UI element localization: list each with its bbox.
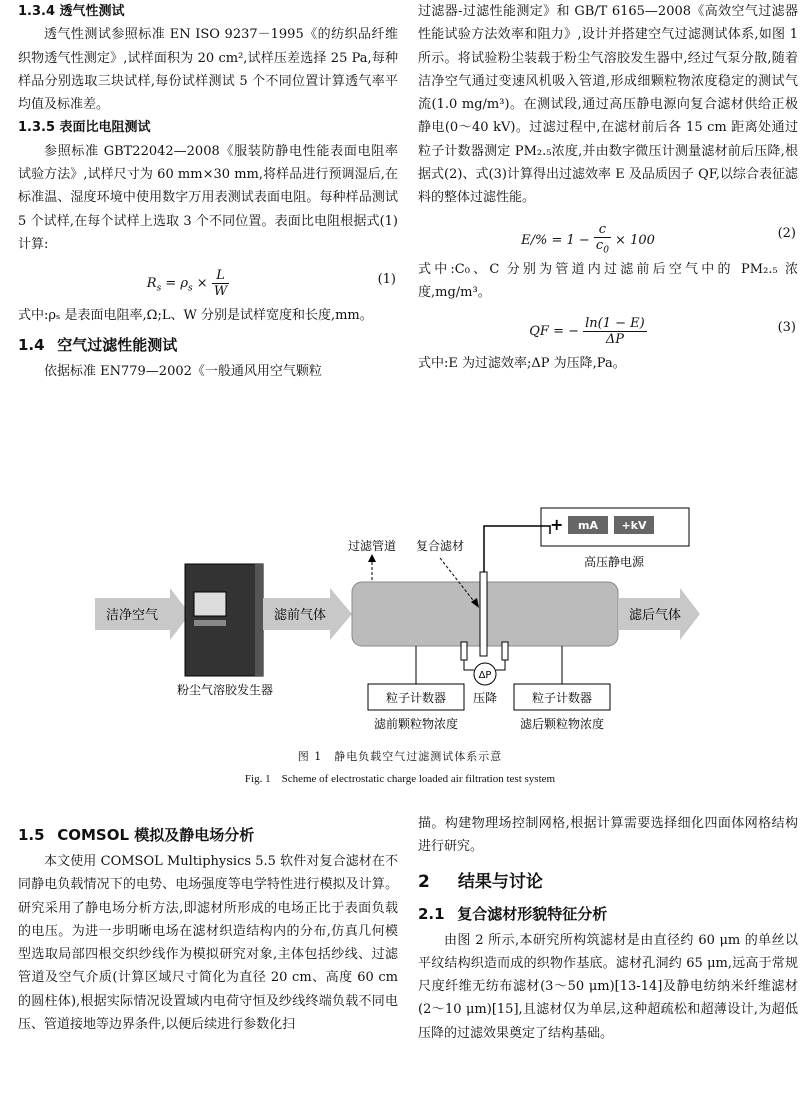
section-1-4-paragraph-start: 依据标准 EN779—2002《一般通风用空气颗粒 — [44, 363, 322, 379]
pre-concentration-label: 滤前颗粒物浓度 — [373, 717, 459, 731]
pre-gas-label: 滤前气体 — [273, 608, 327, 623]
delta-p-label: ΔP — [478, 670, 492, 681]
section-1-3-5-heading: 1.3.5 表面比电阻测试 — [18, 120, 151, 136]
ma-indicator: mA — [578, 519, 598, 532]
generator-label: 粉尘气溶胶发生器 — [176, 683, 274, 697]
section-1-5-paragraph: 本文使用 COMSOL Multiphysics 5.5 软件对复合滤材在不同静电负载情况下的电势、电场强度等电学特性进行模拟及计算。研究采用了静电场分析方法,即滤材所形成的电场正比于表面负载的电压。为进一步明晰电场在滤材织造结构内的分布,仿真几何模型选取局部四根交织纱线作为模拟研究对象,主体包括纱线、过滤管道及空气介质(计算区域尺寸简化为直径 20 cm、高度 60 cm 的圆柱体),根据实际情况设置域内电荷守恒及纱线终端负载不同电压、管道接地等边界条件,以便后续进行参数化扫 — [18, 854, 398, 1033]
hv-wire — [484, 526, 550, 572]
figure-caption-en: Fig. 1 Scheme of electrostatic charge loaded air filtration test system — [244, 773, 556, 785]
left-column-top — [18, 0, 398, 383]
post-gas-label: 滤后气体 — [628, 608, 682, 623]
right-column-top — [418, 0, 798, 376]
equation-2: E/% = 1 − $\frac{c}{c_0}$ × 100 (2) — [521, 221, 796, 256]
filter-label: 复合滤材 — [415, 539, 465, 553]
figure-1-diagram — [0, 492, 800, 792]
equation-3: QF = − $\frac{\ln(1 - E)}{\Delta P}$ (3) — [529, 316, 796, 348]
figure-1 — [0, 492, 800, 792]
section-1-5-heading: 1.5 COMSOL 模拟及静电场分析 — [18, 826, 255, 844]
section-1-5-paragraph-cont: 描。构建物理场控制网格,根据计算需要选择细化四面体网格结构进行研究。 — [418, 816, 798, 855]
hv-plus: + — [550, 515, 564, 534]
figure-caption-cn: 图 1 静电负载空气过滤测试体系示意 — [297, 750, 503, 763]
section-2-1-paragraph: 由图 2 所示,本研究所构筑滤材是由直径约 60 μm 的单丝以平纹结构织造而成的织物作基底。滤材孔洞约 65 μm,远高于常规尺度纤维无纺布滤材(3～50 μm)[13-14]及静电纺纳米纤维滤材(2～10 μm)[15],且滤材仅为单层,这种超疏松和超薄设计,为超低压降的过滤效果奠定了结构基础。 — [418, 932, 798, 1041]
composite-filter — [480, 572, 487, 656]
clean-air-label: 洁净空气 — [105, 608, 159, 623]
duct-label: 过滤管道 — [347, 539, 397, 553]
kv-indicator: +kV — [621, 519, 647, 532]
left-column-bottom — [18, 818, 398, 1036]
section-1-4-paragraph-cont: 过滤器-过滤性能测定》和 GB/T 6165—2008《高效空气过滤器性能试验方法效率和阻力》,设计并搭建空气过滤测试体系,如图 1 所示。将试验粉尘装载于粉尘气溶胶发生器中,经过气泵分散,随着洁净空气通过变速风机吸入管道,形成细颗粒物浓度稳定的测试气流(1.0 mg/m³)。在测试段,通过高压静电源向复合滤材供给正极静电(0～40 kV)。过滤过程中,在滤材前后各 15 cm 距离处通过粒子计数器测定 PM₂.₅浓度,并由数字微压计测量滤材前后压降,根据式(2)、式(3)计算得出过滤效率 E 及品质因子 QF,以综合表征滤料的整体过滤性能。 — [418, 4, 798, 206]
pre-counter-label: 粒子计数器 — [385, 691, 447, 705]
section-2-1-heading: 2.1 复合滤材形貌特征分析 — [418, 904, 608, 923]
equation-3-note: 式中:E 为过滤效率;ΔP 为压降,Pa。 — [418, 356, 626, 372]
right-column-bottom — [418, 812, 798, 1045]
section-1-3-4-heading: 1.3.4 透气性测试 — [18, 4, 125, 19]
hv-source-label: 高压静电源 — [583, 555, 645, 569]
pressure-drop-label: 压降 — [472, 691, 498, 705]
section-1-4-heading: 1.4 空气过滤性能测试 — [18, 335, 178, 354]
section-1-3-5-paragraph: 参照标准 GBT22042—2008《服装防静电性能表面电阻率试验方法》,试样尺寸为 60 mm×30 mm,将样品进行预调湿后,在标准温、湿度环境中使用数字万用表测试表面电阻。每种样品测试 5 个试样,在每个试样上选取 3 个不同位置。表面比电阻根据式(1)计算: — [18, 143, 398, 252]
post-counter-label: 粒子计数器 — [531, 691, 593, 705]
section-2-heading: 2 结果与讨论 — [418, 871, 543, 892]
post-concentration-label: 滤后颗粒物浓度 — [519, 717, 605, 731]
equation-1: $R_s = \rho_s$ × $\frac{L}{W}$ (1) — [146, 268, 396, 300]
equation-2-note: 式中:C₀、C 分别为管道内过滤前后空气中的 PM₂.₅ 浓度,mg/m³。 — [418, 261, 798, 300]
equation-1-note: 式中:ρₛ 是表面电阻率,Ω;L、W 分别是试样宽度和长度,mm。 — [18, 308, 373, 324]
section-1-3-4-paragraph: 透气性测试参照标准 EN ISO 9237－1995《的纺织品纤维织物透气性测定》,试样面积为 20 cm²,试样压差选择 25 Pa,每种样品分别选取三块试样,每份试样测试 5 个不同位置计算透气率平均值及标准差。 — [18, 27, 398, 113]
